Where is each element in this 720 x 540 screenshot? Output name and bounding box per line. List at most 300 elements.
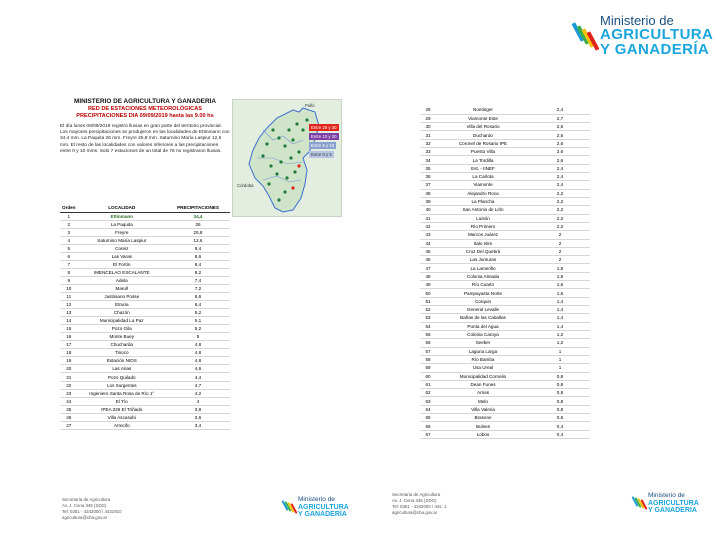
row-precipitation: 1,4	[530, 306, 590, 314]
table-row	[420, 131, 590, 139]
footer-line: Tel: 0351 - 4342000 / Ints. 1	[392, 504, 447, 509]
table-row	[420, 289, 590, 297]
row-precipitation: 2,2	[530, 206, 590, 214]
row-locality: Usa Ureal	[436, 364, 530, 372]
row-precipitation: 1,8	[530, 264, 590, 272]
table-row	[420, 106, 590, 114]
row-order: 66	[420, 422, 436, 430]
row-precipitation: 0,8	[530, 397, 590, 405]
row-order: 9	[60, 276, 78, 284]
row-locality: Las Varas	[78, 252, 166, 260]
row-precipitation: 3,6	[166, 413, 230, 421]
ministry-logo	[572, 14, 713, 57]
row-locality: Marull	[78, 284, 166, 292]
row-order: 36	[420, 173, 436, 181]
row-precipitation: 1	[530, 347, 590, 355]
row-locality: Ingeniero Santa Rosa de Río 1°	[78, 389, 166, 397]
table-row	[60, 325, 230, 333]
logo-line-2: AGRICULTURA	[600, 26, 714, 43]
row-precipitation: 4	[166, 397, 230, 405]
row-order: 49	[420, 281, 436, 289]
row-locality: Corquin	[436, 297, 530, 305]
row-locality: El Fortín	[78, 260, 166, 268]
row-order: 37	[420, 181, 436, 189]
row-precipitation: 0,8	[530, 380, 590, 388]
table-row	[60, 413, 230, 421]
row-precipitation: 2,2	[530, 222, 590, 230]
table-row	[60, 252, 230, 260]
row-precipitation: 1,2	[530, 339, 590, 347]
table-row	[60, 236, 230, 244]
row-precipitation: 1	[530, 364, 590, 372]
table-row	[60, 317, 230, 325]
row-order: 5	[60, 244, 78, 252]
row-precipitation: 4,8	[166, 357, 230, 365]
row-precipitation: 0,8	[530, 372, 590, 380]
row-precipitation: 4,8	[166, 349, 230, 357]
row-order: 20	[60, 365, 78, 373]
row-locality: Municipalidad Cornelio	[436, 372, 530, 380]
precipitation-map	[232, 99, 342, 217]
table-row	[60, 381, 230, 389]
row-order: 43	[420, 231, 436, 239]
table-row	[60, 260, 230, 268]
footer-line: Secretaría de Agricultura	[392, 492, 441, 497]
row-precipitation: 1,6	[530, 281, 590, 289]
table-row	[60, 228, 230, 236]
row-order: 38	[420, 189, 436, 197]
row-order: 40	[420, 206, 436, 214]
table-row	[420, 430, 590, 438]
row-order: 50	[420, 289, 436, 297]
row-locality: Adela	[78, 276, 166, 284]
row-locality: Viamonte	[436, 181, 530, 189]
row-locality: Puesto Villa	[436, 148, 530, 156]
row-order: 22	[60, 381, 78, 389]
footer-line: Tel: 0351 - 4342000 / 4431910	[62, 509, 122, 514]
table-row	[420, 339, 590, 347]
row-locality: Luisón	[436, 214, 530, 222]
ministry-logo-small-right	[632, 493, 699, 514]
row-order: 27	[60, 421, 78, 429]
row-locality: Alejandro Roca	[436, 189, 530, 197]
row-precipitation: 4,4	[166, 373, 230, 381]
row-precipitation: 3,8	[166, 405, 230, 413]
col-precipitaciones: PRECIPITACIONES	[166, 204, 230, 212]
row-order: 29	[420, 114, 436, 122]
table-row	[420, 380, 590, 388]
logo-line-3: Y GANADERÍA	[298, 510, 347, 518]
row-precipitation: 2	[530, 256, 590, 264]
table-row	[420, 297, 590, 305]
table-row	[60, 268, 230, 276]
logo-line-1: Ministerio de	[298, 496, 335, 503]
table-row	[420, 355, 590, 363]
row-locality: La Tordilla	[436, 156, 530, 164]
row-order: 30	[420, 123, 436, 131]
table-row	[60, 405, 230, 413]
table-row	[420, 330, 590, 338]
row-order: 60	[420, 372, 436, 380]
table-row	[420, 414, 590, 422]
footer-line: agricultura@cba.gov.ar	[392, 510, 438, 515]
row-order: 3	[60, 228, 78, 236]
table-row	[420, 281, 590, 289]
row-locality: IPEA 226 El Triñado	[78, 405, 166, 413]
row-order: 51	[420, 297, 436, 305]
row-precipitation: 1,6	[530, 289, 590, 297]
row-precipitation: 6,4	[166, 301, 230, 309]
row-order: 52	[420, 306, 436, 314]
table-row	[60, 357, 230, 365]
row-order: 14	[60, 317, 78, 325]
row-locality: Punta del Agua	[436, 322, 530, 330]
table-row	[420, 173, 590, 181]
flag-stripes-icon	[282, 498, 296, 516]
row-locality: Arrias	[436, 389, 530, 397]
row-locality: Río Bamba	[436, 355, 530, 363]
row-order: 59	[420, 364, 436, 372]
row-order: 44	[420, 239, 436, 247]
row-locality: Villa Ascasubi	[78, 413, 166, 421]
table-row	[420, 231, 590, 239]
row-order: 65	[420, 414, 436, 422]
left-precipitation-table	[60, 204, 230, 430]
table-row	[420, 272, 590, 280]
row-locality: Coronel de Rosario IPE	[436, 139, 530, 147]
row-precipitation: 1,4	[530, 297, 590, 305]
ministry-logo-small-left	[282, 497, 349, 518]
row-precipitation: 1,2	[530, 330, 590, 338]
row-locality: La Lamerillo	[436, 264, 530, 272]
row-locality: La Paquita	[78, 220, 166, 228]
doc-date-title: PRECIPITACIONES DIA 09/09/2019 hasta las 9.00 hs	[76, 113, 214, 119]
row-order: 45	[420, 247, 436, 255]
row-locality: Brasone	[436, 414, 530, 422]
row-locality: Laguna Larga	[436, 347, 530, 355]
row-locality: Chucharda	[78, 341, 166, 349]
table-row	[420, 156, 590, 164]
row-order: 34	[420, 156, 436, 164]
row-precipitation: 2,2	[530, 189, 590, 197]
row-order: 58	[420, 355, 436, 363]
logo-line-2: AGRICULTURA	[648, 499, 699, 507]
row-order: 42	[420, 222, 436, 230]
row-precipitation: 8,6	[166, 252, 230, 260]
row-precipitation: 2,6	[530, 139, 590, 147]
row-precipitation: 0,8	[530, 405, 590, 413]
row-locality: General Levalle	[436, 306, 530, 314]
row-precipitation: 5,1	[166, 317, 230, 325]
table-row	[420, 247, 590, 255]
row-locality: Pampayasta Norte	[436, 289, 530, 297]
row-locality: Pozo Quilado	[78, 373, 166, 381]
table-row	[420, 347, 590, 355]
footer-line: Av. J. Cena 345 (SDG)	[62, 503, 107, 508]
table-row	[420, 214, 590, 222]
row-precipitation: 4,6	[166, 365, 230, 373]
row-order: 53	[420, 314, 436, 322]
row-locality: Ettinmann	[78, 212, 166, 220]
row-order: 24	[60, 397, 78, 405]
row-order: 6	[60, 252, 78, 260]
footer-line: Av. J. Cena 345 (SDG)	[392, 498, 437, 503]
flag-stripes-icon	[632, 494, 646, 512]
row-precipitation: 5,2	[166, 309, 230, 317]
row-order: 57	[420, 347, 436, 355]
table-row	[420, 206, 590, 214]
row-precipitation: 2,6	[530, 148, 590, 156]
row-precipitation: 1	[530, 355, 590, 363]
row-precipitation: 2,2	[530, 214, 590, 222]
table-row	[60, 244, 230, 252]
table-row	[60, 309, 230, 317]
row-locality: IMENCELAO ESCALANTE	[78, 268, 166, 276]
row-order: 63	[420, 397, 436, 405]
table-row	[60, 397, 230, 405]
row-locality: Saturnino María Laspiur	[78, 236, 166, 244]
row-locality: Freyre	[78, 228, 166, 236]
row-order: 7	[60, 260, 78, 268]
footer-line: Secretaría de Agricultura	[62, 497, 111, 502]
row-order: 61	[420, 380, 436, 388]
col-localidad: LOCALIDAD	[78, 204, 166, 212]
row-locality: Bañas de las Caballas	[436, 314, 530, 322]
row-locality: Río Cuarto	[436, 281, 530, 289]
row-order: 15	[60, 325, 78, 333]
table-row	[420, 181, 590, 189]
row-precipitation: 2,4	[530, 164, 590, 172]
table-row	[60, 333, 230, 341]
row-locality: Cruz Del Quebrá	[436, 247, 530, 255]
row-locality: Coreiz	[78, 244, 166, 252]
row-precipitation: 25,8	[166, 228, 230, 236]
row-order: 1	[60, 212, 78, 220]
row-precipitation: 5,2	[166, 325, 230, 333]
row-order: 32	[420, 139, 436, 147]
row-precipitation: 34,4	[166, 212, 230, 220]
row-order: 13	[60, 309, 78, 317]
row-locality: Arrecifo	[78, 421, 166, 429]
table-row	[60, 341, 230, 349]
right-precipitation-table	[420, 106, 590, 439]
legend-0-5: Entre 0 y 5	[311, 152, 332, 157]
row-locality: Las Arias	[78, 365, 166, 373]
logo-line-3: Y GANADERÍA	[648, 506, 697, 514]
row-precipitation: 2,6	[530, 123, 590, 131]
table-row	[420, 389, 590, 397]
row-locality: Justiniano Posse	[78, 293, 166, 301]
doc-subtitle: RED DE ESTACIONES METEOROLÓGICAS	[88, 106, 202, 112]
table-row	[60, 421, 230, 429]
table-row	[420, 197, 590, 205]
row-precipitation: 7,4	[166, 276, 230, 284]
row-order: 33	[420, 148, 436, 156]
logo-line-2: AGRICULTURA	[298, 503, 349, 511]
table-row	[420, 405, 590, 413]
row-locality: Río Primero	[436, 222, 530, 230]
table-row	[420, 123, 590, 131]
flag-stripes-icon	[572, 19, 598, 53]
table-row	[420, 397, 590, 405]
row-order: 12	[60, 301, 78, 309]
row-precipitation: 0,8	[530, 389, 590, 397]
table-row	[60, 301, 230, 309]
province-map-graphic	[233, 100, 342, 217]
row-locality: Est. - IINEF	[436, 164, 530, 172]
row-locality: Etruria	[78, 301, 166, 309]
row-precipitation: 1,8	[530, 272, 590, 280]
table-row	[420, 222, 590, 230]
row-order: 21	[60, 373, 78, 381]
table-row	[420, 364, 590, 372]
row-precipitation: 3,4	[166, 421, 230, 429]
row-order: 11	[60, 293, 78, 301]
row-locality: Seeber	[436, 339, 530, 347]
doc-paragraph: El día lunes 09/09/2019 registró lluvias en gran parte del territorio provincial. Los mayores precipitaciones se produjeron en las localidades de Ettinmann con 34,4 mm. La Paquita 26 mm. Freyre 25,8 mm. Saturnino María Laspiur 12,6 mm. El resto de las localidades con valores inferiores a las precipitaciones entre 0 y 10 mms. Solo 7 estaciones de un total de 76 no registraron lluvias.	[60, 124, 230, 154]
row-order: 16	[60, 333, 78, 341]
logo-line-3: Y GANADERÍA	[600, 41, 710, 58]
row-order: 28	[420, 106, 436, 114]
table-row	[60, 284, 230, 292]
row-order: 26	[60, 413, 78, 421]
row-locality: Las Junturas	[436, 256, 530, 264]
row-precipitation: 0,4	[530, 422, 590, 430]
row-locality: Colonia Almada	[436, 272, 530, 280]
row-locality: El Tío	[78, 397, 166, 405]
table-row	[60, 373, 230, 381]
legend-20-30: Entre 20 y 30	[311, 125, 337, 130]
legend-5-10: Entre 5 y 10	[311, 143, 335, 148]
row-order: 31	[420, 131, 436, 139]
table-row	[60, 220, 230, 228]
row-precipitation: 2,4	[530, 173, 590, 181]
row-order: 17	[60, 341, 78, 349]
row-precipitation: 1,4	[530, 322, 590, 330]
row-order: 54	[420, 322, 436, 330]
row-precipitation: 2,6	[530, 131, 590, 139]
row-order: 4	[60, 236, 78, 244]
row-precipitation: 8,4	[166, 260, 230, 268]
table-row	[420, 372, 590, 380]
table-row	[60, 349, 230, 357]
row-precipitation: 8,2	[166, 268, 230, 276]
row-locality: Tinoco	[78, 349, 166, 357]
table-row	[420, 264, 590, 272]
row-precipitation: 2	[530, 247, 590, 255]
table-row	[420, 256, 590, 264]
row-locality: La Plancha	[436, 197, 530, 205]
row-locality: Duchardo	[436, 131, 530, 139]
row-order: 25	[60, 405, 78, 413]
row-locality: Villa Valeria	[436, 405, 530, 413]
row-order: 46	[420, 256, 436, 264]
row-precipitation: 2,2	[530, 197, 590, 205]
row-order: 56	[420, 339, 436, 347]
row-locality: Chazón	[78, 309, 166, 317]
row-precipitation: 9,4	[166, 244, 230, 252]
map-label-cordoba: Córdoba	[237, 183, 254, 188]
footer-address-left	[62, 497, 122, 521]
row-locality: Lobos	[436, 430, 530, 438]
table-row	[420, 139, 590, 147]
row-order: 55	[420, 330, 436, 338]
table-row	[60, 276, 230, 284]
map-label-pullo: Pulló	[305, 103, 315, 108]
footer-line: agricultura@cba.gov.ar	[62, 515, 108, 520]
row-locality: Bulnes	[436, 422, 530, 430]
row-order: 2	[60, 220, 78, 228]
row-locality: Colonia Caroya	[436, 330, 530, 338]
row-precipitation: 1,4	[530, 314, 590, 322]
row-order: 48	[420, 272, 436, 280]
row-precipitation: 4,8	[166, 341, 230, 349]
legend-10-20: Entre 10 y 20	[311, 134, 337, 139]
row-precipitation: 2	[530, 231, 590, 239]
table-row	[420, 164, 590, 172]
logo-line-1: Ministerio de	[648, 492, 685, 499]
footer-address-right	[392, 492, 446, 516]
table-row	[60, 365, 230, 373]
row-order: 62	[420, 389, 436, 397]
doc-title: MINISTERIO DE AGRICULTURA Y GANADERÍA	[74, 98, 216, 105]
table-row	[420, 422, 590, 430]
row-locality: Monte Buey	[78, 333, 166, 341]
row-order: 8	[60, 268, 78, 276]
table-row	[420, 322, 590, 330]
row-precipitation: 2,4	[530, 181, 590, 189]
table-row	[60, 212, 230, 220]
row-precipitation: 4,2	[166, 389, 230, 397]
row-order: 19	[60, 357, 78, 365]
row-precipitation: 0,6	[530, 414, 590, 422]
table-row	[420, 114, 590, 122]
table-row	[60, 389, 230, 397]
row-locality: La Carlota	[436, 173, 530, 181]
row-precipitation: 12,6	[166, 236, 230, 244]
row-locality: Pozo Gila	[78, 325, 166, 333]
table-row	[420, 189, 590, 197]
row-locality: Viamonte Este	[436, 114, 530, 122]
row-order: 47	[420, 264, 436, 272]
table-header	[60, 204, 230, 212]
logo-line-1: Ministerio de	[600, 13, 674, 28]
table-row	[420, 314, 590, 322]
table-row	[420, 239, 590, 247]
col-orden: Orden	[62, 205, 76, 211]
row-locality: Los Surgentes	[78, 381, 166, 389]
row-locality: Melo	[436, 397, 530, 405]
row-order: 39	[420, 197, 436, 205]
row-order: 64	[420, 405, 436, 413]
row-precipitation: 2,4	[530, 106, 590, 114]
row-precipitation: 7,2	[166, 284, 230, 292]
row-locality: Villa del Rosario	[436, 123, 530, 131]
row-precipitation: 2,6	[530, 156, 590, 164]
table-row	[60, 293, 230, 301]
row-locality: Marcos Juárez	[436, 231, 530, 239]
row-order: 10	[60, 284, 78, 292]
row-order: 23	[60, 389, 78, 397]
row-locality: Italo Islm	[436, 239, 530, 247]
row-precipitation: 4,7	[166, 381, 230, 389]
row-order: 35	[420, 164, 436, 172]
row-order: 41	[420, 214, 436, 222]
row-precipitation: 2	[530, 239, 590, 247]
row-precipitation: 0,4	[530, 430, 590, 438]
row-precipitation: 2,7	[530, 114, 590, 122]
row-locality: Estación NIOS	[78, 357, 166, 365]
